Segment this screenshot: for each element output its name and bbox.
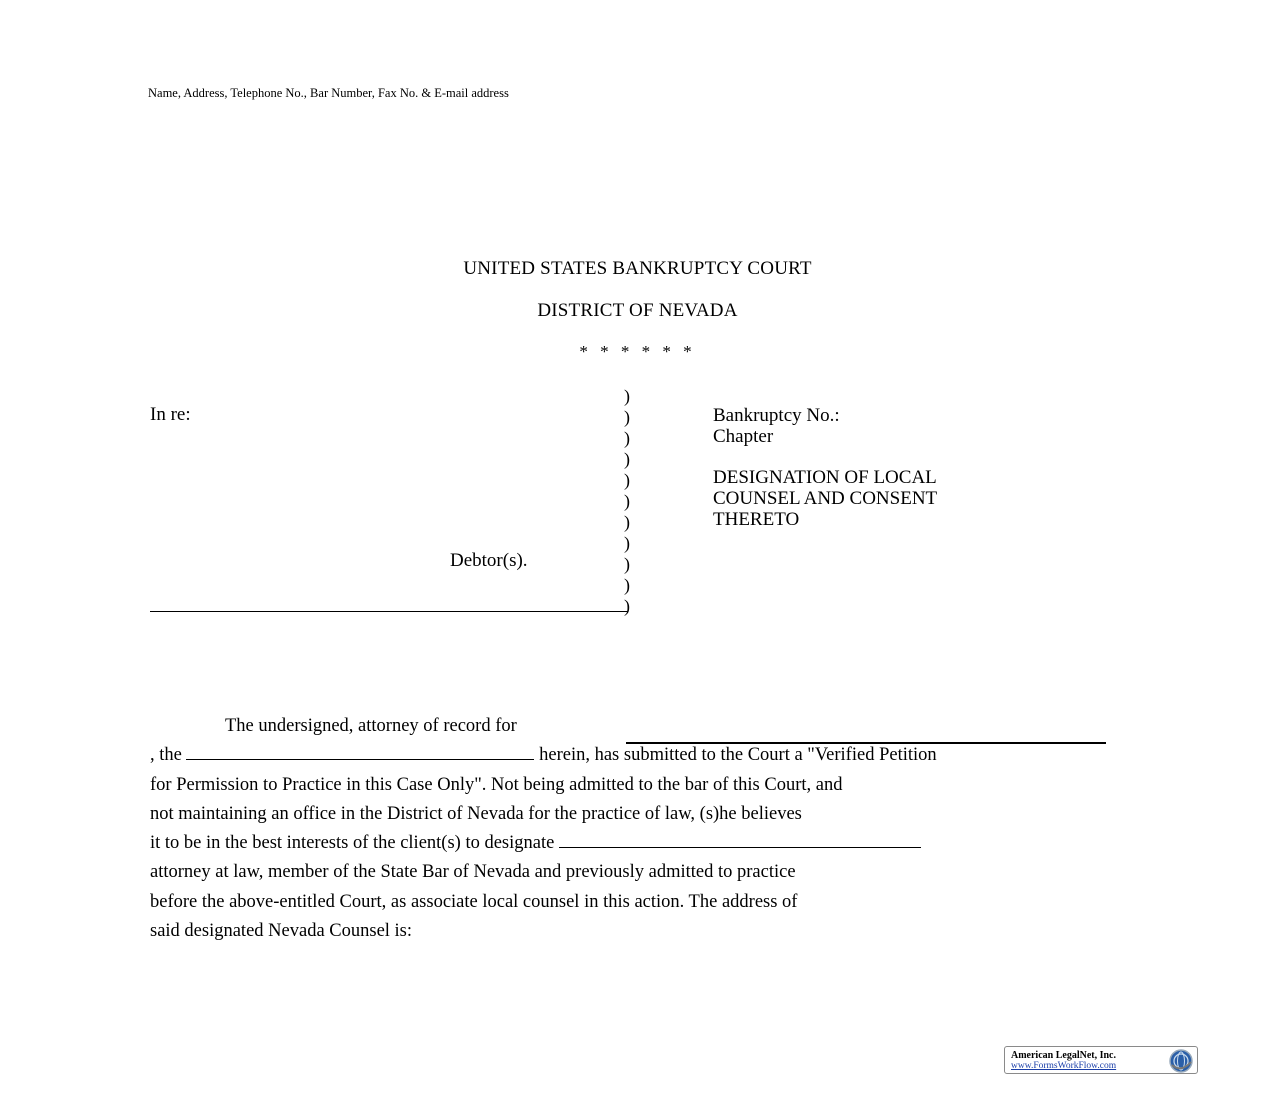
document-title-line-2: COUNSEL AND CONSENT	[713, 488, 938, 509]
court-district: DISTRICT OF NEVADA	[537, 300, 738, 321]
caption-paren: )	[624, 596, 630, 616]
caption-paren: )	[624, 470, 630, 490]
document-title-line-1: DESIGNATION OF LOCAL	[713, 467, 937, 488]
caption-paren: )	[624, 491, 630, 511]
logo-company-name: American LegalNet, Inc.	[1011, 1050, 1116, 1061]
body-line-6: attorney at law, member of the State Bar of Nevada and previously admitted to practice	[150, 862, 796, 883]
in-re-label: In re:	[150, 404, 191, 425]
local-counsel-name-blank[interactable]	[559, 847, 921, 848]
body-line-5	[150, 829, 1110, 858]
body-line-2-end: herein, has submitted to the Court a "Verified Petition	[539, 745, 937, 766]
bankruptcy-no-label: Bankruptcy No.:	[713, 405, 840, 426]
court-title: UNITED STATES BANKRUPTCY COURT	[463, 258, 812, 279]
body-line-1	[150, 712, 1110, 741]
caption-paren: )	[624, 428, 630, 448]
body-line-5-text: it to be in the best interests of the client(s) to designate	[150, 833, 555, 854]
american-legalnet-logo[interactable]	[1004, 1046, 1198, 1074]
party-role-blank[interactable]	[186, 759, 534, 760]
body-line-3: for Permission to Practice in this Case Only". Not being admitted to the bar of this Court, and	[150, 774, 843, 795]
logo-url-link[interactable]: www.FormsWorkFlow.com	[1011, 1061, 1117, 1071]
caption-paren: )	[624, 575, 630, 595]
body-line-2	[150, 741, 1110, 770]
document-title-line-3: THERETO	[713, 509, 800, 530]
debtor-label: Debtor(s).	[450, 550, 528, 571]
attorney-info-label: Name, Address, Telephone No., Bar Number, Fax No. & E-mail address	[148, 86, 509, 100]
caption-paren: )	[624, 449, 630, 469]
caption-paren: )	[624, 407, 630, 427]
caption-paren-column	[624, 386, 636, 617]
body-line-8: said designated Nevada Counsel is:	[150, 921, 413, 942]
globe-logo-icon	[1168, 1048, 1194, 1074]
chapter-label: Chapter	[713, 426, 774, 447]
body-line-1-text: The undersigned, attorney of record for	[225, 716, 517, 736]
body-line-2-start: , the	[150, 745, 182, 766]
section-separator: * * * * * *	[579, 342, 696, 361]
caption-paren: )	[624, 533, 630, 553]
caption-paren: )	[624, 554, 630, 574]
body-paragraph	[150, 712, 1110, 946]
caption-paren: )	[624, 386, 630, 406]
body-line-7: before the above-entitled Court, as associate local counsel in this action. The address of	[150, 891, 798, 912]
body-line-4: not maintaining an office in the District of Nevada for the practice of law, (s)he believes	[150, 803, 802, 824]
caption-paren: )	[624, 512, 630, 532]
caption-underline	[150, 611, 628, 612]
